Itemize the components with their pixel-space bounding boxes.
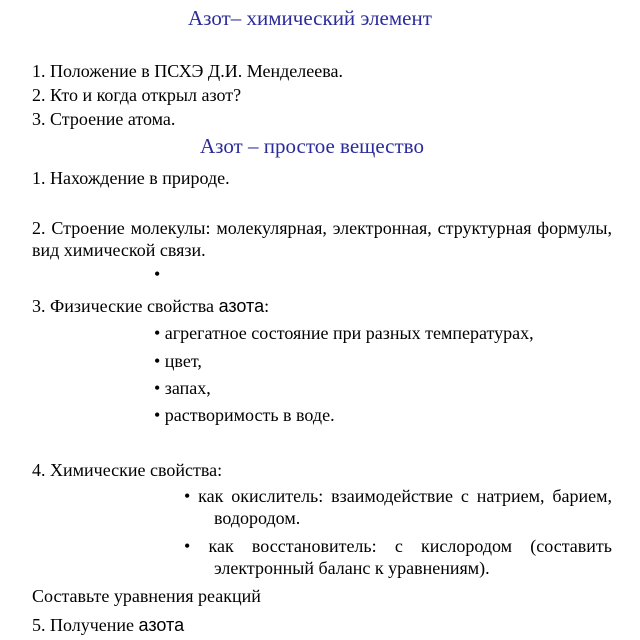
physical-properties-word: азота <box>218 296 265 316</box>
physical-item-smell: • запах, <box>154 378 211 398</box>
physical-item-state: • агрегатное состояние при разных температурах, <box>154 323 534 343</box>
list-item-chemical-properties: 4. Химические свойства: <box>32 460 223 480</box>
list-item-atom-structure: 3. Строение атома. <box>32 109 176 129</box>
physical-item-solubility: • растворимость в воде. <box>154 405 335 425</box>
section-1-title <box>188 5 432 31</box>
production-label: 5. Получение <box>32 615 139 635</box>
list-item-occurrence: 1. Нахождение в природе. <box>32 168 230 188</box>
list-item-molecule-structure: 2. Строение молекулы: молекулярная, электронная, структурная формулы, вид химической связи. <box>32 218 612 260</box>
chemical-item-reducer: • как восстановитель: с кислородом (составить электронный баланс к уравнениям). <box>184 536 612 578</box>
list-item-production <box>32 614 184 636</box>
list-item-discovery: 2. Кто и когда открыл азот? <box>32 85 242 105</box>
task-write-equations: Составьте уравнения реакций <box>32 586 261 606</box>
production-word: азота <box>138 615 185 635</box>
section-1-title-main: Азот <box>188 6 231 30</box>
physical-properties-label: 3. Физические свойства <box>32 296 219 316</box>
chemical-item-oxidizer: • как окислитель: взаимодействие с натрием, барием, водородом. <box>184 486 612 528</box>
physical-item-color: • цвет, <box>154 351 202 371</box>
section-1-title-rest: – химический элемент <box>230 6 432 30</box>
section-2-title-main: Азот <box>200 134 243 158</box>
empty-bullet: • <box>154 264 161 284</box>
section-2-title <box>200 133 424 159</box>
physical-properties-colon: : <box>264 296 270 316</box>
list-item-position: 1. Положение в ПСХЭ Д.И. Менделеева. <box>32 61 343 81</box>
section-2-title-rest: – простое вещество <box>242 134 424 158</box>
list-item-physical-properties <box>32 295 269 317</box>
